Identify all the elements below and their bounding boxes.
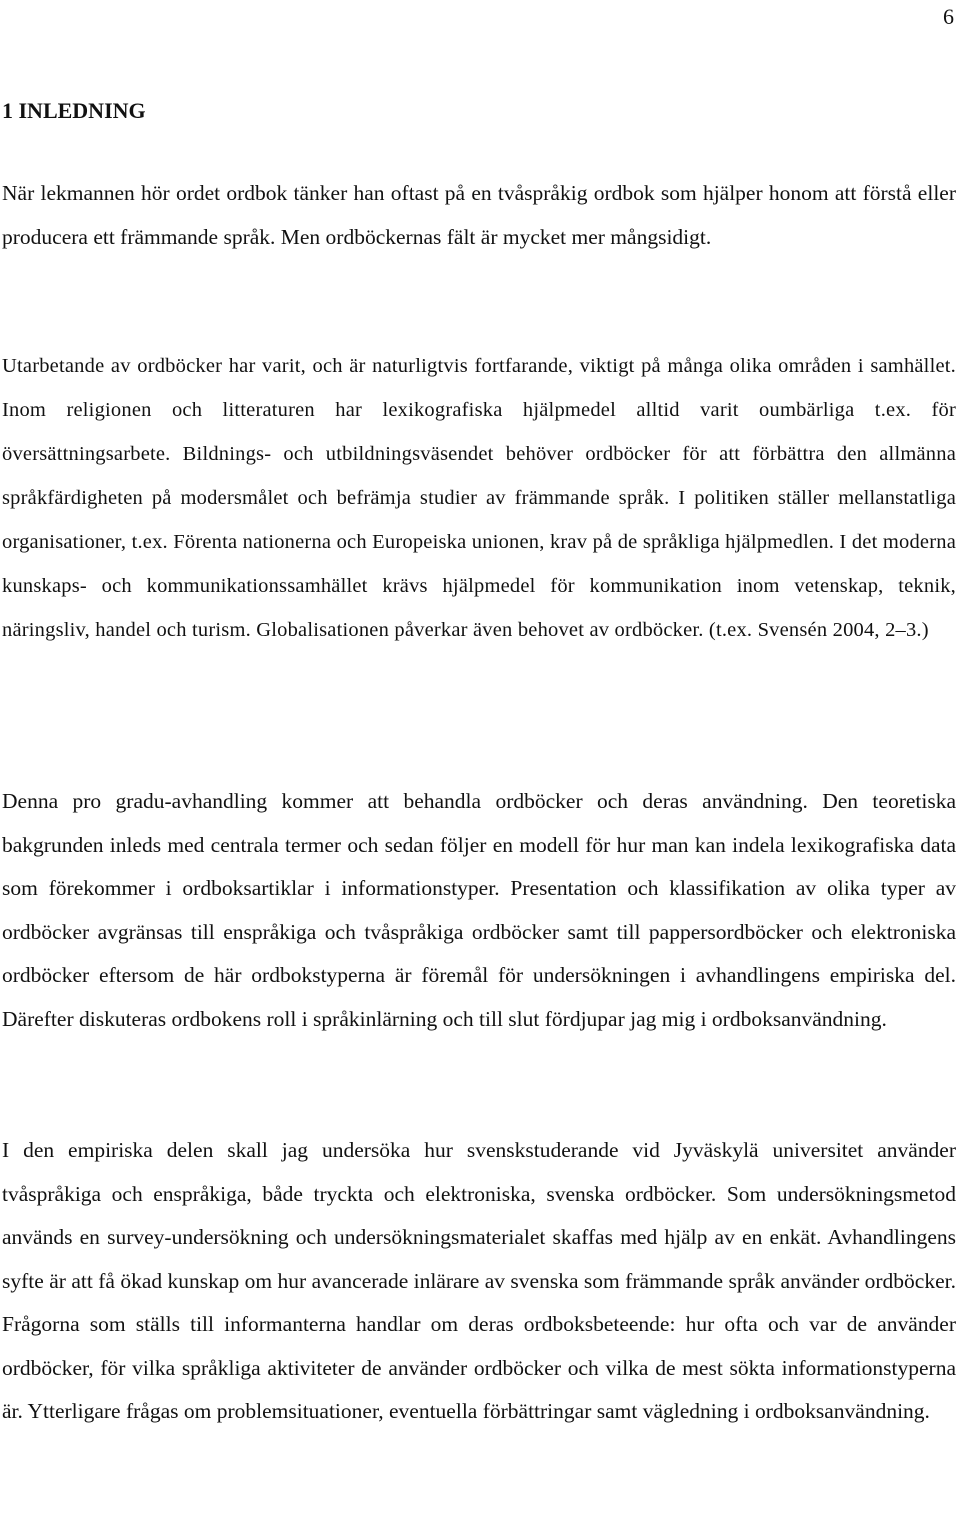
paragraph-thesis-outline: Denna pro gradu-avhandling kommer att behandla ordböcker och deras användning. Den teoretiska bakgrunden inleds med centrala termer och sedan följer en modell för hur man kan indela lexikografiska data som förekommer i ordboksartiklar i informationstyper. Presentation och klassifikation av olika typer av ordböcker avgränsas till enspråkiga och tvåspråkiga ordböcker samt till pappersordböcker och elektroniska ordböcker eftersom de här ordbokstyperna är föremål för undersökningen i avhandlingens empiriska del. Därefter diskuteras ordbokens roll i språkinlärning och till slut fördjupar jag mig i ordboksanvändning. [2, 789, 956, 1031]
section-heading: 1 INLEDNING [2, 98, 146, 123]
paragraph-dictionary-areas: Utarbetande av ordböcker har varit, och är naturligtvis fortfarande, viktigt på många olika områden i samhället. Inom religionen och litteraturen har lexikografiska hjälpmedel alltid varit oumbärliga t.ex. för översättningsarbete. Bildnings- och utbildningsväsendet behöver ordböcker för att förbättra den allmänna språkfärdigheten på modersmålet och befrämja studier av främmande språk. I politiken ställer mellanstatliga organisationer, t.ex. Förenta nationerna och Europeiska unionen, krav på de språkliga hjälpmedlen. I det moderna kunskaps- och kommunikationssamhället krävs hjälpmedel för kommunikation inom vetenskap, teknik, näringsliv, handel och turism. Globalisationen påverkar även behovet av ordböcker. (t.ex. Svensén 2004, 2–3.) [2, 355, 956, 641]
paragraph-intro: När lekmannen hör ordet ordbok tänker han oftast på en tvåspråkig ordbok som hjälper honom att förstå eller producera ett främmande språk. Men ordböckernas fält är mycket mer mångsidigt. [2, 181, 956, 249]
page-number: 6 [943, 4, 954, 29]
paragraph-empirical-part: I den empiriska delen skall jag undersöka hur svenskstuderande vid Jyväskylä universitet använder tvåspråkiga och enspråkiga, både tryckta och elektroniska, svenska ordböcker. Som undersökningsmetod används en survey-undersökning och undersökningsmaterialet skaffas med hjälp av en enkät. Avhandlingens syfte är att få ökad kunskap om hur avancerade inlärare av svenska som främmande språk använder ordböcker. Frågorna som ställs till informanterna handlar om deras ordboksbeteende: hur ofta och var de använder ordböcker, för vilka språkliga aktiviteter de använder ordböcker och vilka de mest sökta informationstyperna är. Ytterligare frågas om problemsituationer, eventuella förbättringar samt vägledning i ordboksanvändning. [2, 1138, 956, 1423]
